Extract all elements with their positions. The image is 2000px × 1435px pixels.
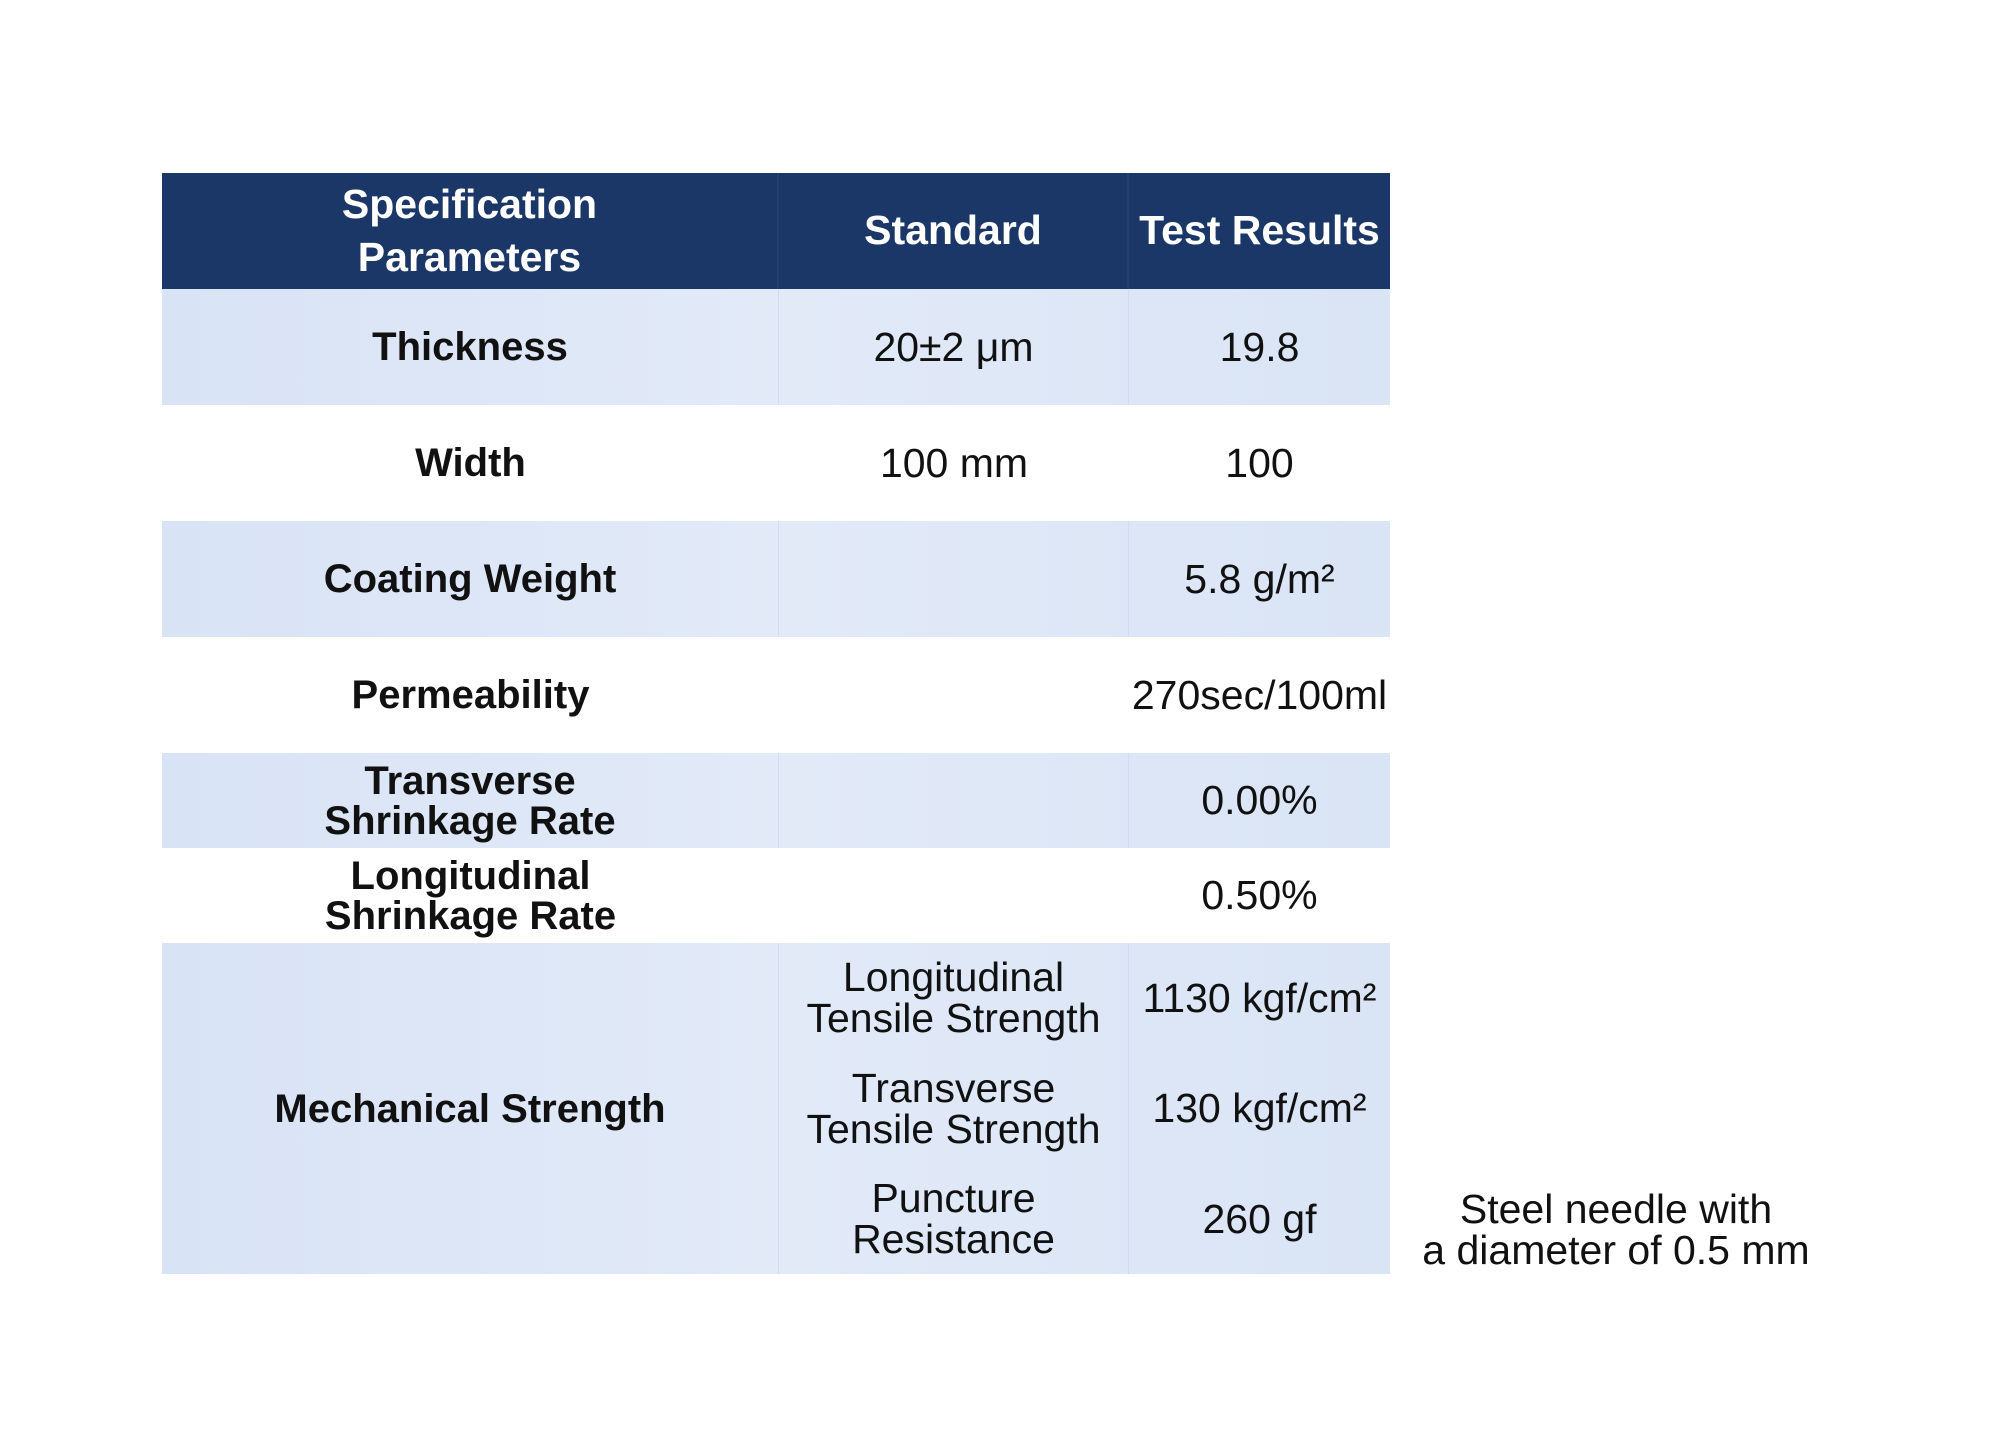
row-parameter: Width xyxy=(415,441,526,485)
row-parameter: Permeability xyxy=(351,673,590,717)
row-standard: Puncture Resistance xyxy=(779,1164,1129,1274)
table-row xyxy=(162,521,1390,637)
row-result: 130 kgf/cm² xyxy=(1152,1085,1367,1131)
row-result: 270sec/100ml xyxy=(1131,671,1388,718)
mechanical-strength-parameter: Mechanical Strength xyxy=(162,943,779,1274)
table-row xyxy=(779,943,1390,1053)
spec-table xyxy=(162,173,1390,1274)
row-standard xyxy=(779,753,1129,848)
row-parameter: Coating Weight xyxy=(162,521,779,637)
row-parameter: Thickness xyxy=(162,289,779,405)
row-result: 1130 kgf/cm² xyxy=(1142,974,1377,1021)
puncture-test-note: Steel needle with a diameter of 0.5 mm xyxy=(1422,1186,1810,1273)
row-result: 100 xyxy=(1225,439,1294,486)
row-result: 0.50% xyxy=(1201,872,1318,918)
table-row xyxy=(162,289,1390,405)
row-result: 0.00% xyxy=(1201,777,1318,823)
table-row xyxy=(779,1164,1390,1274)
table-row xyxy=(162,405,1390,521)
row-standard xyxy=(779,521,1129,637)
row-standard: Transverse Tensile Strength xyxy=(779,1053,1129,1164)
row-result: 19.8 xyxy=(1219,323,1300,370)
row-parameter: Longitudinal Shrinkage Rate xyxy=(324,853,617,938)
row-standard: 20±2 μm xyxy=(779,289,1129,405)
row-standard: Longitudinal Tensile Strength xyxy=(779,943,1129,1053)
table-header-row xyxy=(162,173,1390,289)
row-parameter: Transverse Shrinkage Rate xyxy=(162,753,779,848)
row-result: 5.8 g/m² xyxy=(1184,555,1335,602)
mechanical-strength-group xyxy=(162,943,1390,1274)
header-test-results: Test Results xyxy=(1139,207,1380,254)
row-standard xyxy=(779,637,1129,753)
mechanical-strength-subrows xyxy=(779,943,1390,1274)
table-row xyxy=(162,637,1390,753)
table-row xyxy=(779,1053,1390,1164)
row-result: 260 gf xyxy=(1202,1195,1317,1242)
table-row xyxy=(162,753,1390,848)
header-standard: Standard xyxy=(779,173,1129,289)
table-row xyxy=(162,848,1390,943)
row-standard: 100 mm xyxy=(879,439,1029,486)
header-specification-parameters: Specification Parameters xyxy=(162,173,779,289)
row-standard xyxy=(779,848,1129,943)
